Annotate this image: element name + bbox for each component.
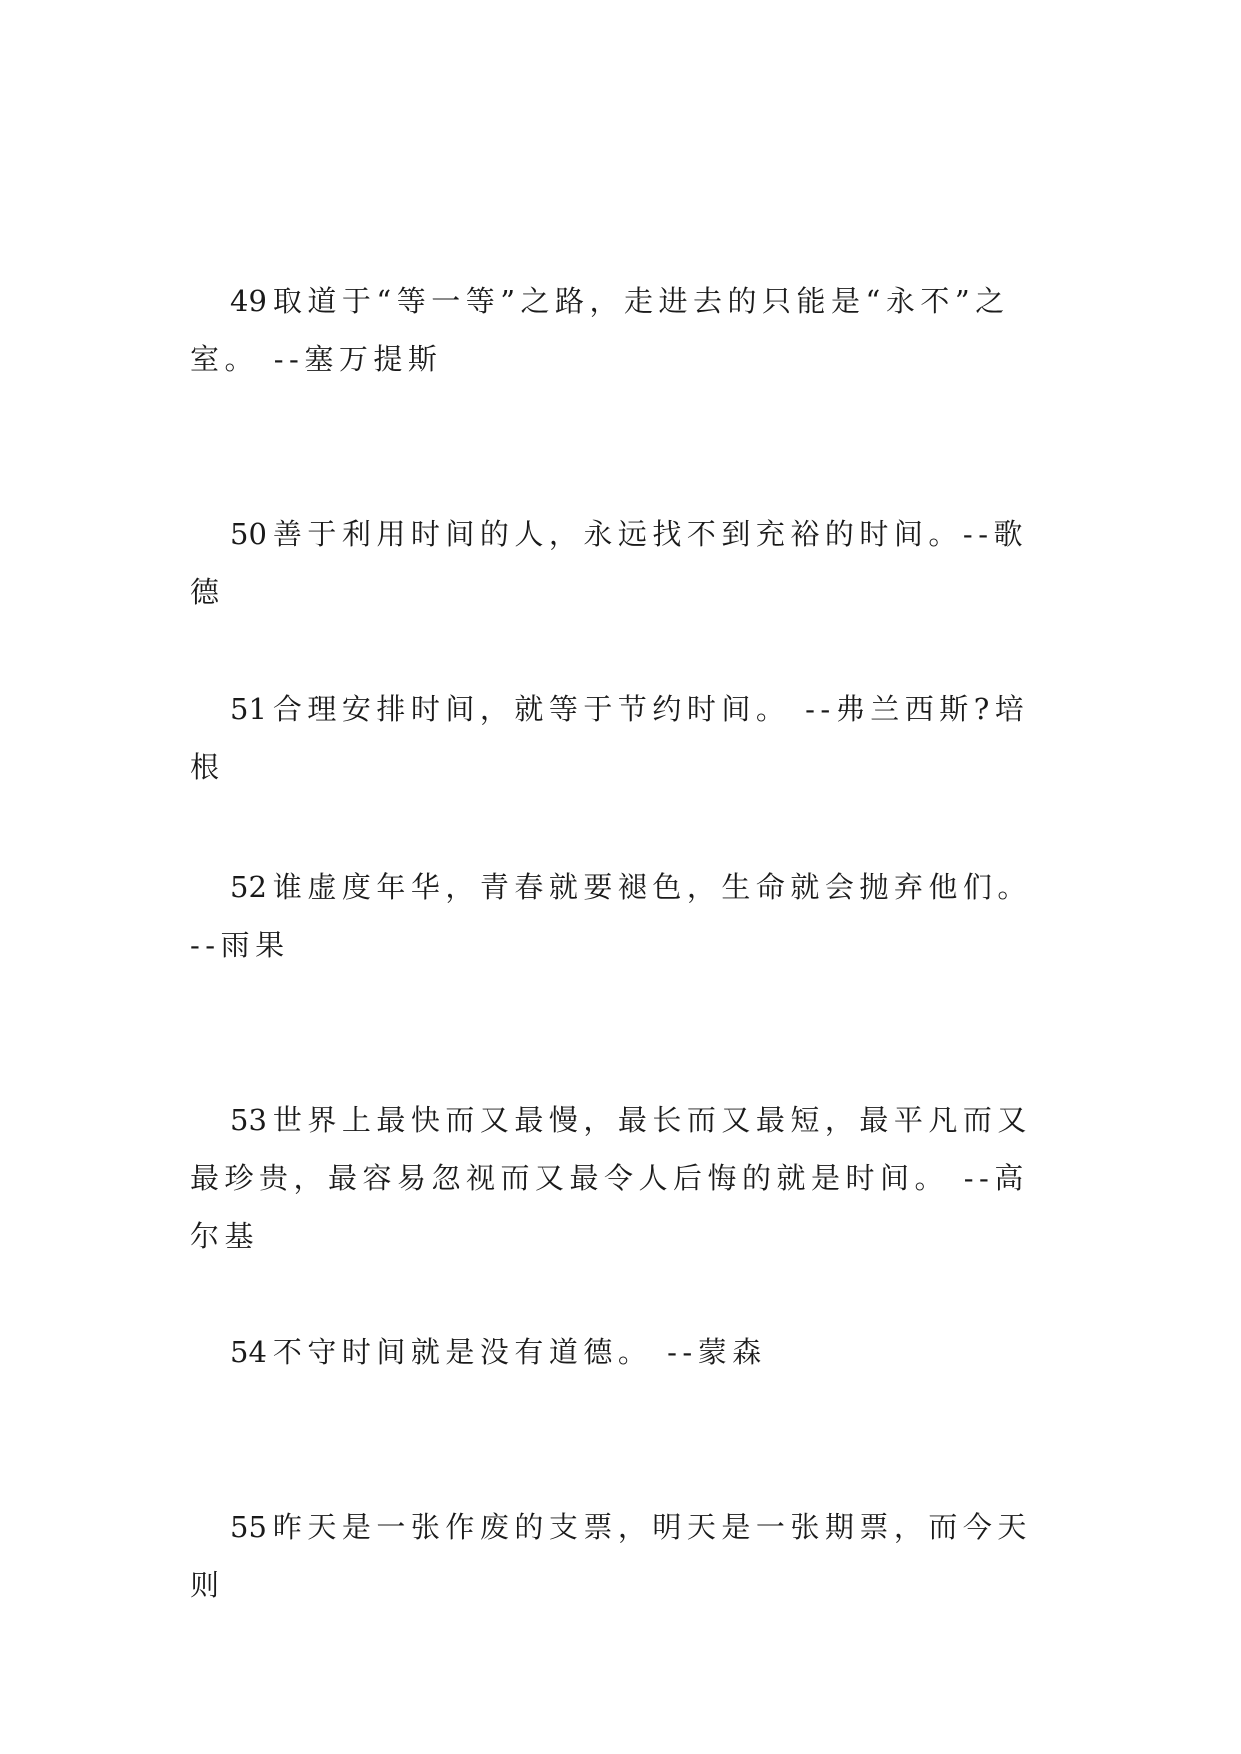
quote-text: 不守时间就是没有道德。 --蒙森: [272, 1335, 767, 1369]
quote-text: 昨天是一张作废的支票，明天是一张期票，而今天则: [190, 1510, 1032, 1602]
quote-number: 49: [230, 284, 267, 318]
quote-52: [190, 858, 1060, 974]
quote-text: 取道于“等一等”之路，走进去的只能是“永不”之室。 --塞万提斯: [190, 284, 1010, 376]
quote-50: [190, 505, 1060, 621]
quote-number: 52: [230, 870, 267, 904]
quote-53: [190, 1091, 1060, 1265]
quote-number: 54: [230, 1335, 267, 1369]
quote-number: 51: [230, 692, 267, 726]
quote-54: [190, 1323, 1060, 1381]
quote-text: 合理安排时间，就等于节约时间。 --弗兰西斯?培根: [190, 692, 1030, 784]
quote-number: 53: [230, 1103, 267, 1137]
quote-51: [190, 680, 1060, 796]
quote-text: 善于利用时间的人，永远找不到充裕的时间。--歌德: [190, 517, 1029, 609]
quote-number: 50: [230, 517, 267, 551]
quote-text: 世界上最快而又最慢，最长而又最短，最平凡而又最珍贵，最容易忽视而又最令人后悔的就是时间。 --高尔基: [190, 1103, 1032, 1253]
quote-text: 谁虚度年华，青春就要褪色，生命就会抛弃他们。 --雨果: [190, 870, 1032, 962]
quote-55: [190, 1498, 1060, 1614]
quote-49: [190, 272, 1060, 388]
quote-number: 55: [230, 1510, 267, 1544]
